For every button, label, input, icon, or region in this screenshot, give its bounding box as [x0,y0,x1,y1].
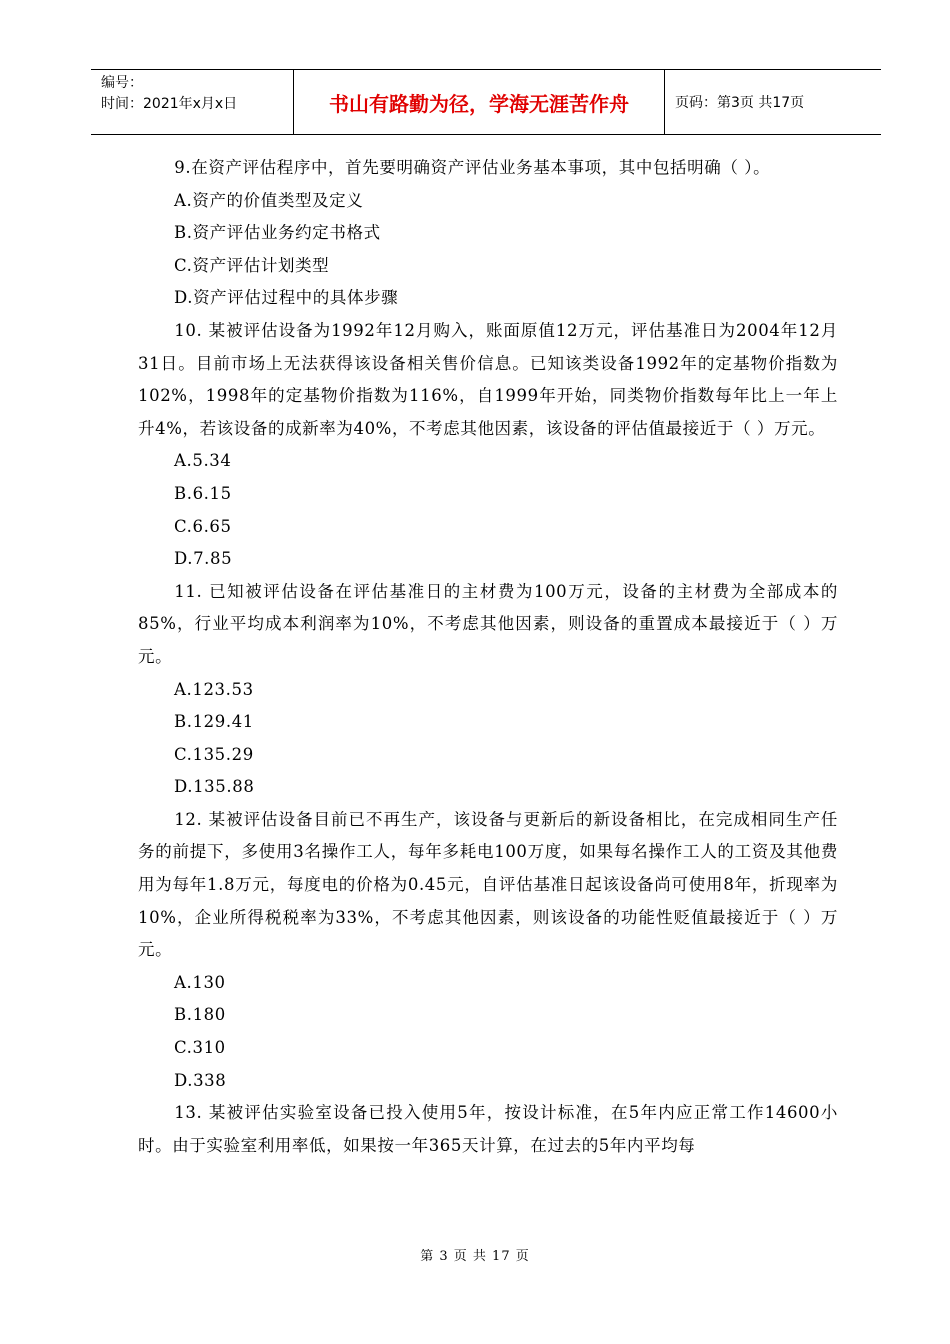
question-option: C.资产评估计划类型 [174,255,330,275]
header-page-info: 页码：第3页 共17页 [675,95,805,111]
header-meta [91,70,293,134]
question-block [138,804,838,1097]
question-option: A.5.34 [174,451,232,471]
question-block [138,1097,838,1162]
question-option: D.7.85 [174,549,233,569]
question-option: A.资产的价值类型及定义 [174,190,364,210]
header-number-label: 编号： [101,75,143,91]
question-stem: 13. 某被评估实验室设备已投入使用5年，按设计标准，在5年内应正常工作14600小时。由于实验室利用率低，如果按一年365天计算，在过去的5年内平均每 [138,1103,838,1155]
question-stem: 10. 某被评估设备为1992年12月购入，账面原值12万元，评估基准日为2004年12月31日。目前市场上无法获得该设备相关售价信息。已知该类设备1992年的定基物价指数为102%，1998年的定基物价指数为116%，自1999年开始，同类物价指数每年比上一年上升4%，若该设备的成新率为40%，不考虑其他因素，该设备的评估值最接近于（ ）万元。 [138,320,838,438]
question-stem: 11. 已知被评估设备在评估基准日的主材费为100万元，设备的主材费为全部成本的85%，行业平均成本利润率为10%，不考虑其他因素，则设备的重置成本最接近于（ ）万元。 [138,581,838,666]
question-option: C.135.29 [174,744,254,764]
question-option: B.180 [174,1005,226,1025]
question-block [138,152,838,315]
question-block [138,576,838,804]
question-option: D.135.88 [174,777,255,797]
question-stem: 9.在资产评估程序中，首先要明确资产评估业务基本事项，其中包括明确（ ）。 [174,158,771,177]
header-motto: 书山有路勤为径，学海无涯苦作舟 [293,70,665,134]
page-header [91,69,881,135]
page-footer: 第 3 页 共 17 页 [420,1249,530,1264]
question-stem: 12. 某被评估设备目前已不再生产，该设备与更新后的新设备相比，在完成相同生产任务的前提下，多使用3名操作工人，每年多耗电100万度，如果每名操作工人的工资及其他费用为每年1.8万元，每度电的价格为0.45元，自评估基准日起该设备尚可使用8年，折现率为10%，企业所得税税率为33%，不考虑其他因素，则该设备的功能性贬值最接近于（ ）万元。 [138,809,838,960]
question-option: D.338 [174,1070,227,1090]
question-block [138,315,838,576]
document-body [138,152,838,1162]
question-option: C.6.65 [174,516,232,536]
question-option: D.资产评估过程中的具体步骤 [174,288,399,308]
question-option: B.129.41 [174,712,254,732]
question-option: B.资产评估业务约定书格式 [174,223,381,243]
question-option: B.6.15 [174,483,232,503]
header-time-label: 时间：2021年x月x日 [101,96,238,112]
question-option: A.123.53 [174,679,254,699]
question-option: C.310 [174,1038,226,1058]
question-option: A.130 [174,972,226,992]
